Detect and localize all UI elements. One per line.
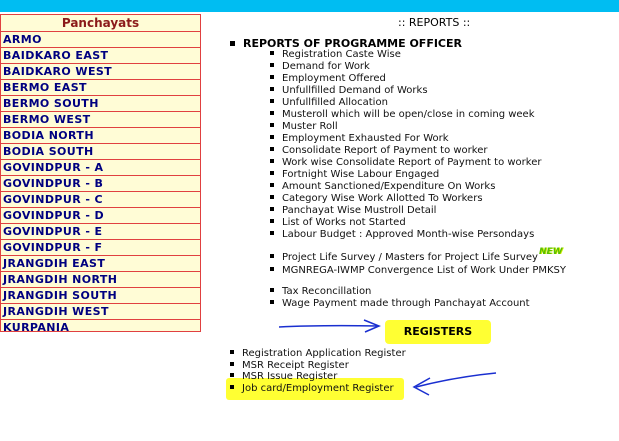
report-link-text: Category Wise Work Allotted To Workers — [282, 193, 483, 204]
panchayat-link[interactable]: GOVINDPUR - D — [1, 207, 200, 223]
report-link-text: Unfullfilled Demand of Works — [282, 85, 428, 96]
panchayat-link[interactable]: GOVINDPUR - C — [1, 191, 200, 207]
panchayat-link[interactable]: GOVINDPUR - F — [1, 239, 200, 255]
panchayat-list-title: Panchayats — [61, 16, 140, 30]
panchayat-link[interactable]: JRANGDIH NORTH — [1, 271, 200, 287]
report-link-text: Wage Payment made through Panchayat Account — [282, 298, 530, 309]
panchayat-link[interactable]: KURPANIA — [1, 319, 200, 335]
panchayat-link[interactable]: GOVINDPUR - B — [1, 175, 200, 191]
panchayat-link[interactable]: BAIDKARO WEST — [1, 63, 200, 79]
register-link-text: MSR Receipt Register — [242, 360, 349, 371]
report-link-text: Registration Caste Wise — [282, 49, 401, 60]
report-link-text: Labour Budget : Approved Month-wise Persondays — [282, 229, 535, 240]
register-link-text: Job card/Employment Register — [242, 383, 394, 394]
panchayat-link[interactable]: GOVINDPUR - E — [1, 223, 200, 239]
panchayat-link[interactable]: BAIDKARO EAST — [1, 47, 200, 63]
report-link-text: Panchayat Wise Mustroll Detail — [282, 205, 437, 216]
report-link-text: Fortnight Wise Labour Engaged — [282, 169, 440, 180]
reports-title: :: REPORTS :: — [398, 16, 471, 29]
report-link-text: Muster Roll — [282, 121, 338, 132]
report-link-text: Employment Offered — [282, 73, 386, 84]
panchayat-link[interactable]: BODIA NORTH — [1, 127, 200, 143]
panchayat-link[interactable]: JRANGDIH WEST — [1, 303, 200, 319]
report-link-text: List of Works not Started — [282, 217, 406, 228]
panchayat-link[interactable]: BERMO SOUTH — [1, 95, 200, 111]
report-link-text: MGNREGA-IWMP Convergence List of Work Under PMKSY — [282, 265, 566, 276]
report-link-text: Amount Sanctioned/Expenditure On Works — [282, 181, 496, 192]
report-link-text: Employment Exhausted For Work — [282, 133, 449, 144]
panchayat-link[interactable]: GOVINDPUR - A — [1, 159, 200, 175]
report-link-text: Tax Reconcillation — [282, 286, 372, 297]
register-link-text: MSR Issue Register — [242, 371, 338, 382]
report-link-text: Work wise Consolidate Report of Payment to worker — [282, 157, 542, 168]
panchayat-link[interactable]: JRANGDIH EAST — [1, 255, 200, 271]
report-link-text: Demand for Work — [282, 61, 370, 72]
programme-officer-heading-text: REPORTS OF PROGRAMME OFFICER — [243, 37, 462, 50]
report-link-text: Project Life Survey / Masters for Project Life Survey — [282, 252, 538, 263]
panchayat-link[interactable]: BERMO EAST — [1, 79, 200, 95]
new-badge: NEW — [538, 247, 563, 257]
report-link-text: Consolidate Report of Payment to worker — [282, 145, 488, 156]
panchayat-link[interactable]: JRANGDIH SOUTH — [1, 287, 200, 303]
panchayat-link[interactable]: BERMO WEST — [1, 111, 200, 127]
report-link-text: Musteroll which will be open/close in coming week — [282, 109, 535, 120]
registers-section-label: REGISTERS — [403, 325, 473, 338]
report-link-text: Unfullfilled Allocation — [282, 97, 388, 108]
register-link-text: Registration Application Register — [242, 348, 406, 359]
panchayat-link[interactable]: BODIA SOUTH — [1, 143, 200, 159]
panchayat-link[interactable]: ARMO — [1, 31, 200, 47]
